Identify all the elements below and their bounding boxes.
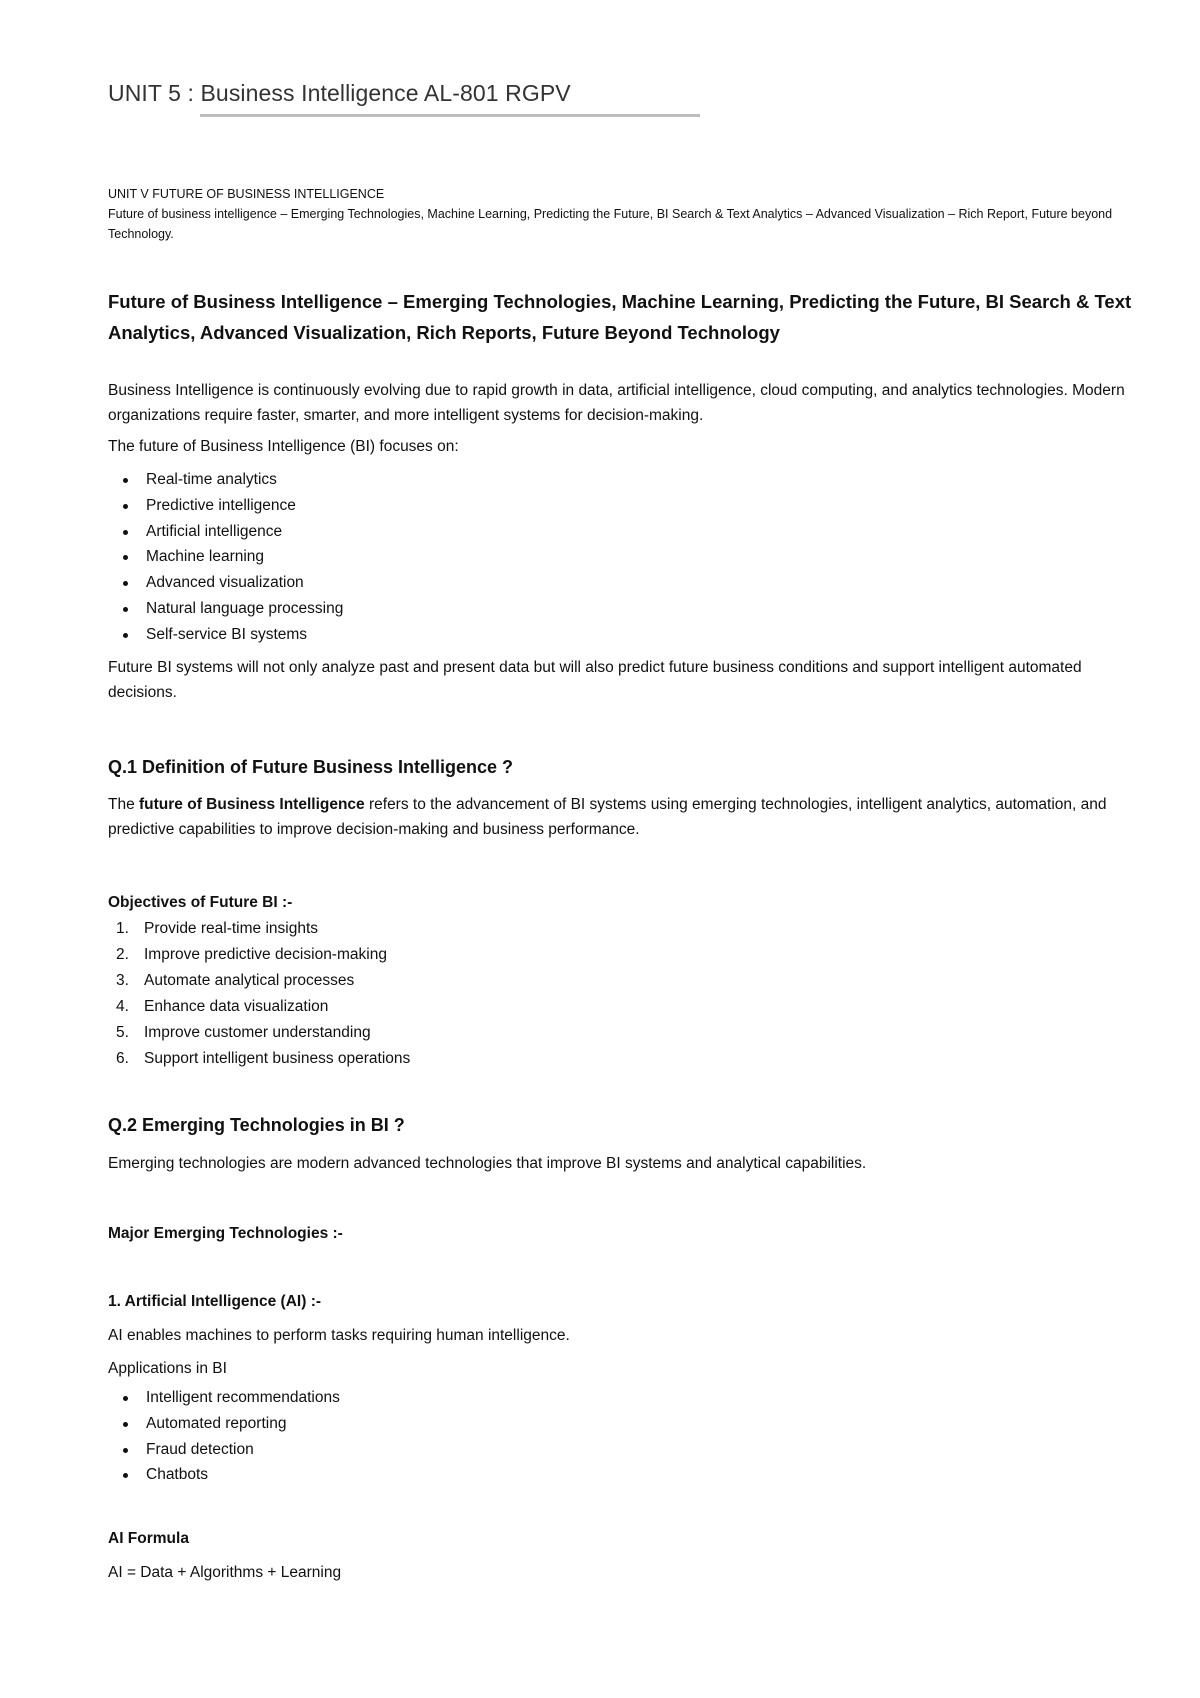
item-text: Provide real-time insights xyxy=(144,920,319,937)
main-heading: Future of Business Intelligence – Emerging Technologies, Machine Learning, Predicting the Future, BI Search & Text Analytics, Advanced Visualization, Rich Reports, Future Beyond Technology xyxy=(108,291,1132,343)
q2-intro: Emerging technologies are modern advanced technologies that improve BI systems and analytical capabilities. xyxy=(108,1155,867,1172)
q2-heading: Q.2 Emerging Technologies in BI ? xyxy=(108,1115,405,1135)
list-item xyxy=(108,1046,1008,1072)
item-number: 3. xyxy=(116,972,129,989)
list-item: Real-time analytics xyxy=(108,467,1008,493)
q1-definition xyxy=(108,792,1148,842)
item-text: Improve predictive decision-making xyxy=(144,946,387,963)
q1-heading: Q.1 Definition of Future Business Intelligence ? xyxy=(108,757,514,777)
list-item: Predictive intelligence xyxy=(108,493,1008,519)
item-number: 4. xyxy=(116,998,129,1015)
item-number: 1. xyxy=(116,920,129,937)
page-title: UNIT 5 : Business Intelligence AL-801 RGPV xyxy=(108,80,571,106)
definition-term: future of Business Intelligence xyxy=(139,796,365,813)
list-item: Artificial intelligence xyxy=(108,519,1008,545)
item-text: Automate analytical processes xyxy=(144,972,355,989)
list-item: Fraud detection xyxy=(108,1437,1008,1463)
item-number: 2. xyxy=(116,946,129,963)
intro-paragraph: Business Intelligence is continuously evolving due to rapid growth in data, artificial intelligence, cloud computing, and analytics technologies. Modern organizations require faster, smarter, and more intelligent systems for decision-making. xyxy=(108,382,1125,424)
item-text: Enhance data visualization xyxy=(144,998,329,1015)
applications-lead: Applications in BI xyxy=(108,1360,227,1377)
item-text: Improve customer understanding xyxy=(144,1024,371,1041)
syllabus-title: UNIT V FUTURE OF BUSINESS INTELLIGENCE xyxy=(108,187,385,201)
list-item xyxy=(108,968,1008,994)
list-item: Intelligent recommendations xyxy=(108,1385,1008,1411)
ai-formula: AI = Data + Algorithms + Learning xyxy=(108,1564,342,1581)
list-item: Chatbots xyxy=(108,1462,1008,1488)
title-underline xyxy=(200,114,700,117)
ai-description: AI enables machines to perform tasks requiring human intelligence. xyxy=(108,1327,570,1344)
item-number: 6. xyxy=(116,1050,129,1067)
list-item xyxy=(108,1020,1008,1046)
applications-list xyxy=(108,1385,1008,1488)
focus-list xyxy=(108,467,1008,648)
major-tech-heading: Major Emerging Technologies :- xyxy=(108,1225,343,1242)
syllabus-block xyxy=(108,184,1128,244)
intro-closing: Future BI systems will not only analyze past and present data but will also predict future business conditions and support intelligent automated decisions. xyxy=(108,659,1082,701)
ai-formula-heading: AI Formula xyxy=(108,1530,189,1547)
list-item: Automated reporting xyxy=(108,1411,1008,1437)
objectives-list xyxy=(108,916,1008,1072)
list-item: Natural language processing xyxy=(108,596,1008,622)
focus-lead: The future of Business Intelligence (BI) focuses on: xyxy=(108,438,459,455)
objectives-heading: Objectives of Future BI :- xyxy=(108,894,293,911)
item-text: Support intelligent business operations xyxy=(144,1050,411,1067)
list-item: Advanced visualization xyxy=(108,570,1008,596)
definition-prefix: The xyxy=(108,796,140,813)
list-item xyxy=(108,916,1008,942)
syllabus-text: Future of business intelligence – Emerging Technologies, Machine Learning, Predicting the Future, BI Search & Text Analytics – Advanced Visualization – Rich Report, Future beyond Technology. xyxy=(108,207,1113,241)
list-item xyxy=(108,994,1008,1020)
item-number: 5. xyxy=(116,1024,129,1041)
definition-text: refers to the advancement of BI systems using emerging technologies, intelligent analytics, automation, and predictive capabilities to improve decision-making and business performance. xyxy=(108,796,1107,838)
list-item: Machine learning xyxy=(108,544,1008,570)
ai-heading: 1. Artificial Intelligence (AI) :- xyxy=(108,1293,322,1310)
list-item xyxy=(108,942,1008,968)
list-item: Self-service BI systems xyxy=(108,622,1008,648)
